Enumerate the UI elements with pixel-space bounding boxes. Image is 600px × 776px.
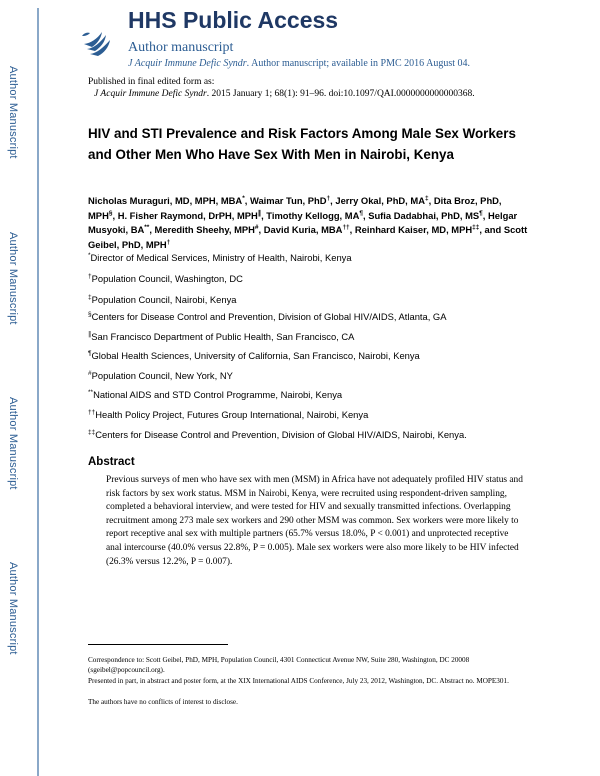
article-title: HIV and STI Prevalence and Risk Factors Among Male Sex Workers and Other Men Who Have Sex With Men in Nairobi, Kenya: [88, 126, 516, 162]
header-citation-rest: . Author manuscript; available in PMC 2016 August 04.: [246, 58, 470, 69]
affiliation-mark: ¶: [88, 349, 92, 357]
affiliation-mark: §: [88, 310, 92, 318]
affiliation-text: Centers for Disease Control and Prevention, Division of Global HIV/AIDS, Atlanta, GA: [91, 311, 447, 322]
published-citation-text: . 2015 January 1; 68(1): 91–96. doi:10.1097/QAI.0000000000000368.: [206, 89, 475, 99]
author-affiliation-mark: †: [326, 194, 331, 202]
affiliation-mark: **: [88, 388, 94, 396]
author-name: H. Fisher Raymond, DrPH, MPH: [117, 209, 258, 221]
affiliation-text: Global Health Sciences, University of California, San Francisco, Nairobi, Kenya: [91, 350, 420, 361]
affiliation-mark: #: [88, 369, 92, 377]
author-affiliation-mark: †: [166, 238, 171, 246]
affiliation: [88, 370, 233, 381]
hhs-public-access-title: HHS Public Access: [128, 7, 339, 33]
affiliation-text: Population Council, Nairobi, Kenya: [91, 294, 237, 305]
header-citation-journal: J Acquir Immune Defic Syndr: [128, 58, 247, 69]
affiliation-text: Population Council, New York, NY: [91, 370, 233, 381]
author-affiliation-mark: ∥: [257, 209, 262, 217]
author-name: Jerry Okal, PhD, MA: [335, 195, 425, 206]
author-affiliation-mark: #: [254, 224, 259, 232]
affiliation: [88, 409, 368, 420]
author-affiliation-mark: ¶: [479, 209, 483, 217]
affiliation-text: San Francisco Department of Public Health, San Francisco, CA: [91, 331, 355, 342]
published-journal: J Acquir Immune Defic Syndr: [94, 89, 207, 99]
author-name: Nicholas Muraguri, MD, MPH, MBA: [88, 195, 243, 206]
footnote-presented: Presented in part, in abstract and poster form, at the XIX International AIDS Conference, July 23, 2012, Washington, DC. Abstract no. MOPE301.: [88, 677, 509, 685]
affiliation-mark: *: [88, 251, 91, 259]
affiliation-text: Population Council, Washington, DC: [91, 273, 243, 284]
author-manuscript-subtitle: Author manuscript: [128, 40, 234, 55]
sidebar: [0, 0, 42, 776]
affiliation-text: Centers for Disease Control and Prevention, Division of Global HIV/AIDS, Nairobi, Kenya.: [95, 429, 467, 440]
affiliation-text: National AIDS and STD Control Programme, Nairobi, Kenya: [93, 389, 343, 400]
affiliation-mark: ††: [88, 408, 96, 416]
side-label-author-manuscript: Author Manuscript: [7, 397, 19, 490]
affiliation: [88, 389, 342, 400]
affiliation: [88, 294, 237, 305]
author-affiliation-mark: *: [242, 194, 245, 202]
side-label-author-manuscript: Author Manuscript: [7, 562, 19, 655]
affiliation: [88, 350, 420, 361]
abstract-heading: Abstract: [88, 456, 135, 468]
footnote-correspondence: Correspondence to: Scott Geibel, PhD, MPH, Population Council, 4301 Connecticut Avenue NW, Suite 280, Washington, DC 20008 (sgeibel@popcouncil.org).: [88, 656, 470, 674]
affiliation-text: Health Policy Project, Futures Group International, Nairobi, Kenya: [95, 409, 369, 420]
side-label-author-manuscript: Author Manuscript: [7, 232, 19, 325]
author-name: David Kuria, MBA: [263, 224, 343, 236]
author-affiliation-mark: ¶: [359, 209, 363, 217]
affiliation-mark: †: [88, 272, 92, 280]
author-affiliation-mark: ‡‡: [472, 224, 480, 232]
affiliation-mark: ∥: [88, 330, 92, 338]
author-name: Sufia Dadabhai, PhD, MS: [368, 209, 480, 221]
affiliation-mark: ‡: [88, 293, 92, 301]
author-name: Timothy Kellogg, MA: [266, 209, 360, 221]
affiliation: [88, 331, 354, 342]
author-name: Meredith Sheehy, MPH: [154, 224, 255, 236]
footnote-rule: [88, 644, 228, 645]
affiliation-mark: ‡‡: [88, 428, 96, 436]
author-name: Waimar Tun, PhD: [249, 195, 327, 206]
author-name: Helgar Musyoki, BA: [88, 209, 518, 236]
author-affiliation-mark: §: [108, 209, 113, 217]
header-citation: [128, 58, 470, 69]
author-name: Reinhard Kaiser, MD, MPH: [354, 224, 473, 236]
affiliation-text: Director of Medical Services, Ministry of Health, Nairobi, Kenya: [90, 252, 352, 263]
abstract-text: Previous surveys of men who have sex with men (MSM) in Africa have not adequately profiled HIV status and risk factors by sex work status. MSM in Nairobi, Kenya, were recruited using respondent-driven sampling, completed a behavioral interview, and were tested for HIV and sexually transmitted infections. Overlapping recruitment among 273 male sex workers and 290 other MSM was common. Sex workers were more likely to report receptive anal sex with multiple partners (65.7% versus 18.0%, P < 0.001) and unprotected receptive anal intercourse (40.0% versus 22.8%, P = 0.005). Male sex workers were also more likely to be HIV infected (26.3% versus 12.2%, P = 0.007).: [106, 475, 523, 567]
side-label-author-manuscript: Author Manuscript: [7, 66, 19, 159]
author-name: Dita Broz, PhD, MPH: [88, 195, 502, 221]
author-name: Scott Geibel, PhD, MPH: [88, 224, 528, 251]
author-affiliation-mark: ‡: [424, 194, 429, 202]
affiliation: [88, 273, 243, 284]
sidebar-rule: [37, 8, 39, 776]
author-affiliation-mark: ††: [342, 224, 350, 232]
footnote-conflicts: The authors have no conflicts of interest to disclose.: [88, 698, 238, 706]
author-affiliation-mark: **: [144, 224, 150, 232]
hhs-eagle-logo-icon: [81, 24, 115, 60]
affiliation: [88, 252, 352, 263]
author-list: Nicholas Muraguri, MD, MPH, MBA*, Waimar Tun, PhD†, Jerry Okal, PhD, MA‡, Dita Broz, PhD, MPH§, H. Fisher Raymond, DrPH, MPH∥, Timothy Kellogg, MA¶, Sufia Dadabhai, PhD, MS¶, Helgar Musyoki, BA**, Meredith Sheehy, MPH#, David Kuria, MBA††, Reinhard Kaiser, MD, MPH‡‡, and Scott Geibel, PhD, MPH†: [88, 194, 528, 251]
published-label: Published in final edited form as:: [88, 77, 215, 87]
affiliation: [88, 429, 467, 440]
published-citation: [94, 89, 475, 99]
affiliation: [88, 311, 446, 322]
